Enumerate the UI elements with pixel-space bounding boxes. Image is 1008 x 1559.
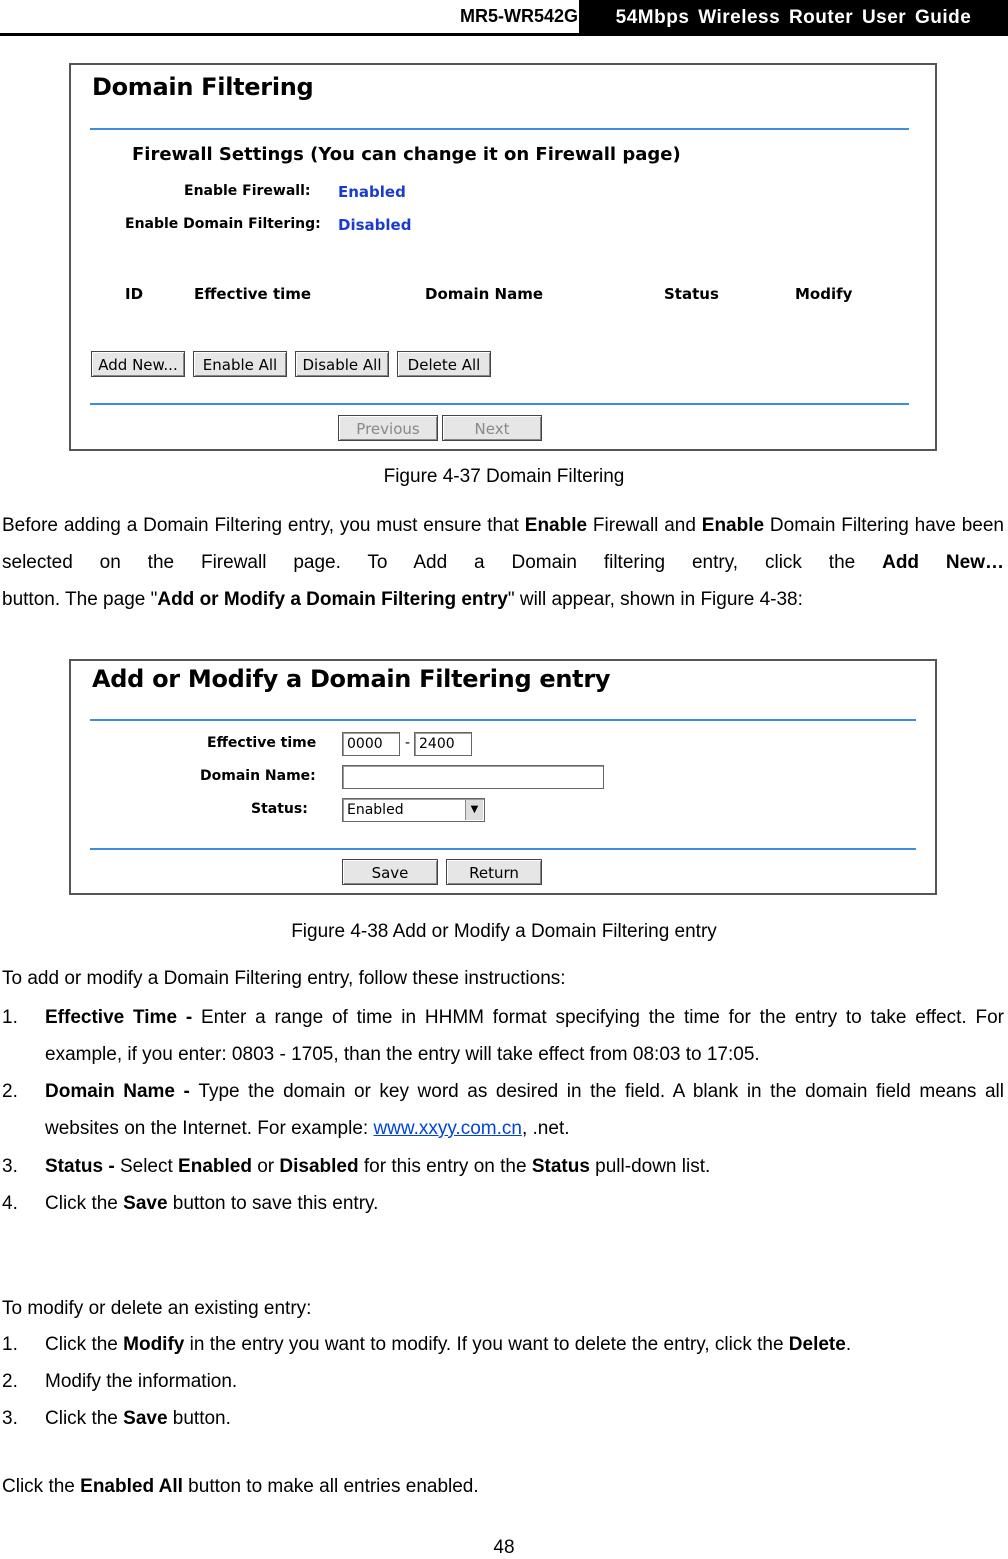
list-item-modify-info: Modify the information. bbox=[45, 1371, 238, 1392]
column-header-effective-time: Effective time bbox=[194, 285, 312, 303]
divider bbox=[90, 403, 909, 405]
disable-all-button[interactable]: Disable All bbox=[295, 351, 389, 377]
status-label: Status: bbox=[251, 801, 308, 817]
next-button[interactable]: Next bbox=[442, 415, 542, 441]
enable-domain-filtering-label: Enable Domain Filtering: bbox=[125, 216, 321, 232]
closing-paragraph: Click the Enabled All button to make all entries enabled. bbox=[2, 1476, 479, 1497]
time-from-input[interactable]: 0000 bbox=[342, 732, 400, 756]
chevron-down-icon[interactable]: ▼ bbox=[465, 800, 483, 820]
panel-title: Domain Filtering bbox=[92, 73, 314, 101]
column-header-status: Status bbox=[664, 285, 719, 303]
time-separator: - bbox=[405, 735, 411, 751]
effective-time-label: Effective time bbox=[207, 735, 317, 751]
header-rule bbox=[0, 33, 1008, 36]
list-item-number: 3. bbox=[2, 1156, 18, 1177]
model-name: MR5-WR542G bbox=[459, 6, 578, 26]
page-header bbox=[0, 0, 1008, 36]
save-button[interactable]: Save bbox=[342, 859, 438, 885]
list-item-number: 1. bbox=[2, 1334, 18, 1355]
list-item-modify: Click the Modify in the entry you want to modify. If you want to delete the entry, click the Delete. bbox=[45, 1334, 852, 1355]
panel-title: Add or Modify a Domain Filtering entry bbox=[92, 665, 611, 693]
list-item-click-save: Click the Save button. bbox=[45, 1408, 231, 1429]
status-select[interactable] bbox=[342, 798, 485, 822]
time-to-input[interactable]: 2400 bbox=[414, 732, 472, 756]
example-link[interactable]: www.xxyy.com.cn bbox=[373, 1118, 522, 1139]
divider bbox=[90, 719, 916, 721]
enable-firewall-label: Enable Firewall: bbox=[184, 183, 311, 199]
domain-filtering-screenshot bbox=[69, 63, 937, 451]
figure-caption-4-37: Figure 4-37 Domain Filtering bbox=[383, 466, 625, 487]
previous-button[interactable]: Previous bbox=[338, 415, 438, 441]
list-item-number: 2. bbox=[2, 1371, 18, 1392]
delete-all-button[interactable]: Delete All bbox=[397, 351, 491, 377]
list-item-status: Status - Select Enabled or Disabled for this entry on the Status pull-down list. bbox=[45, 1156, 711, 1177]
list-item-number: 2. bbox=[2, 1081, 18, 1102]
guide-title: 54Mbps Wireless Router User Guide bbox=[579, 0, 1008, 33]
divider bbox=[90, 848, 916, 850]
firewall-settings-heading: Firewall Settings (You can change it on Firewall page) bbox=[132, 144, 681, 165]
return-button[interactable]: Return bbox=[446, 859, 542, 885]
page-number: 48 bbox=[493, 1537, 515, 1558]
status-select-value: Enabled bbox=[347, 802, 404, 818]
add-modify-entry-screenshot bbox=[69, 659, 937, 895]
enable-all-button[interactable]: Enable All bbox=[193, 351, 287, 377]
add-new-button[interactable]: Add New... bbox=[91, 351, 185, 377]
column-header-domain-name: Domain Name bbox=[425, 285, 544, 303]
domain-name-label: Domain Name: bbox=[200, 768, 316, 784]
list-item-number: 1. bbox=[2, 1007, 18, 1028]
list-item-number: 4. bbox=[2, 1193, 18, 1214]
list-item-save: Click the Save button to save this entry. bbox=[45, 1193, 379, 1214]
list-item-effective-time: Effective Time - Enter a range of time in HHMM format specifying the time for the entry to take effect. For example, if you enter: 0803 - 1705, than the entry will take effect from 08:03 to 17:05. bbox=[45, 1007, 1004, 1065]
enable-domain-filtering-value: Disabled bbox=[338, 216, 412, 234]
enable-firewall-value: Enabled bbox=[338, 183, 406, 201]
intro-paragraph-last-line: button. The page "Add or Modify a Domain Filtering entry" will appear, shown in Figure 4-38: bbox=[2, 589, 803, 610]
intro-paragraph: Before adding a Domain Filtering entry, you must ensure that Enable Firewall and Enable Domain Filtering have been selected on the Firewall page. To Add a Domain filtering entry, click the Add New… bbox=[2, 515, 1004, 573]
list-item-number: 3. bbox=[2, 1408, 18, 1429]
column-header-modify: Modify bbox=[795, 285, 853, 303]
instructions-intro: To add or modify a Domain Filtering entry, follow these instructions: bbox=[2, 968, 566, 989]
list-item-domain-name: Domain Name - Type the domain or key word as desired in the field. A blank in the domain field means all websites on the Internet. For example: www.xxyy.com.cn, .net. bbox=[45, 1081, 1004, 1139]
domain-name-input[interactable] bbox=[342, 765, 604, 789]
divider bbox=[90, 128, 909, 130]
figure-caption-4-38: Figure 4-38 Add or Modify a Domain Filtering entry bbox=[291, 921, 717, 942]
column-header-id: ID bbox=[125, 285, 144, 303]
modify-intro: To modify or delete an existing entry: bbox=[2, 1298, 312, 1319]
